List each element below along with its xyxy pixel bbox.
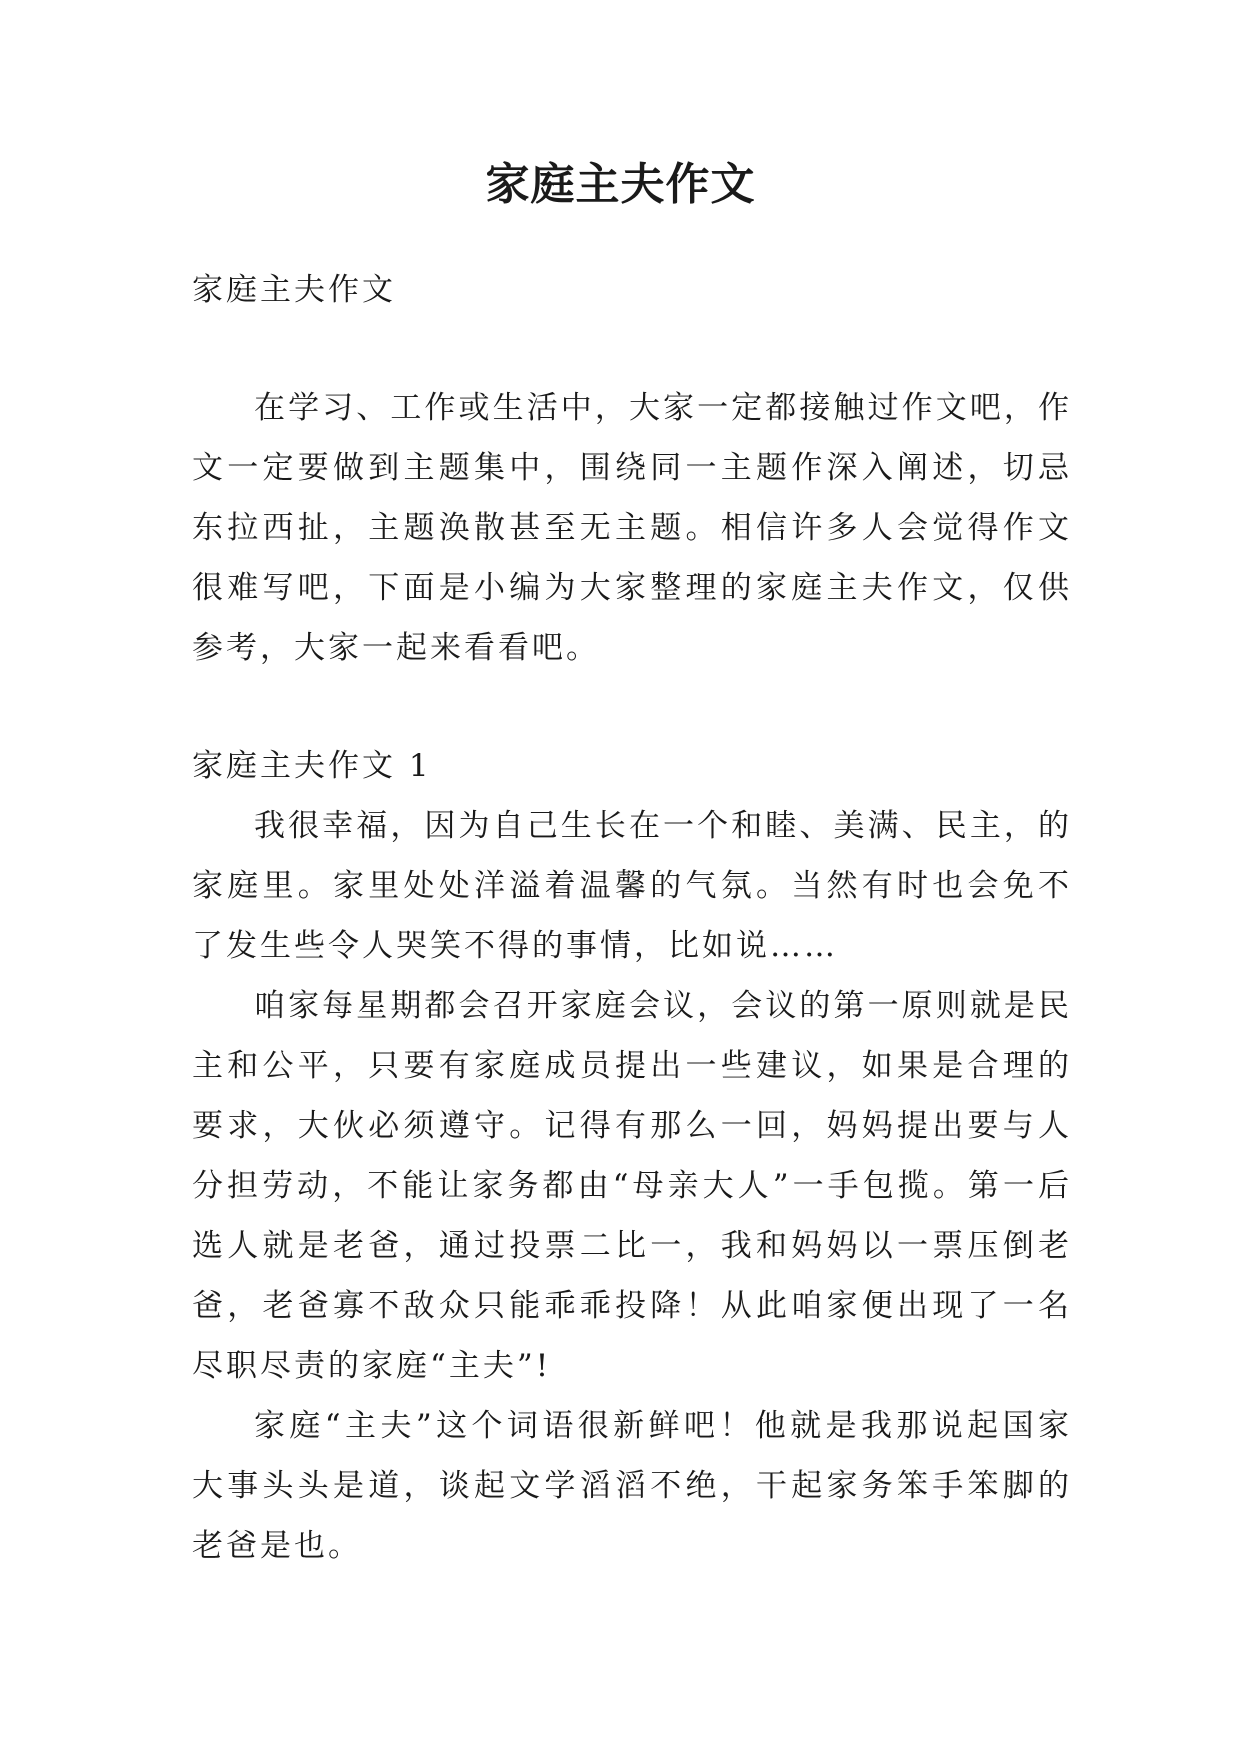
section-heading: 家庭主夫作文 1 [192,748,432,784]
document-title: 家庭主夫作文 [485,159,756,210]
body-paragraph-1: 我很幸福，因为自己生长在一个和睦、美满、民主，的家庭里。家里处处洋溢着温馨的气氛。当然有时也会免不了发生些令人哭笑不得的事情，比如说…… [192,808,1072,964]
body-paragraph-2: 咱家每星期都会召开家庭会议，会议的第一原则就是民主和公平，只要有家庭成员提出一些建议，如果是合理的要求，大伙必须遵守。记得有那么一回，妈妈提出要与人分担劳动，不能让家务都由“母亲大人”一手包揽。第一后选人就是老爸，通过投票二比一，我和妈妈以一票压倒老爸，老爸寡不敌众只能乖乖投降！从此咱家便出现了一名尽职尽责的家庭“主夫”! [192,988,1072,1384]
document-body [192,260,1072,1576]
document-subtitle: 家庭主夫作文 [192,272,396,308]
body-paragraph-3: 家庭“主夫”这个词语很新鲜吧！他就是我那说起国家大事头头是道，谈起文学滔滔不绝，干起家务笨手笨脚的老爸是也。 [192,1408,1072,1564]
intro-paragraph: 在学习、工作或生活中，大家一定都接触过作文吧，作文一定要做到主题集中，围绕同一主题作深入阐述，切忌东拉西扯，主题涣散甚至无主题。相信许多人会觉得作文很难写吧，下面是小编为大家整理的家庭主夫作文，仅供参考，大家一起来看看吧。 [192,390,1072,666]
